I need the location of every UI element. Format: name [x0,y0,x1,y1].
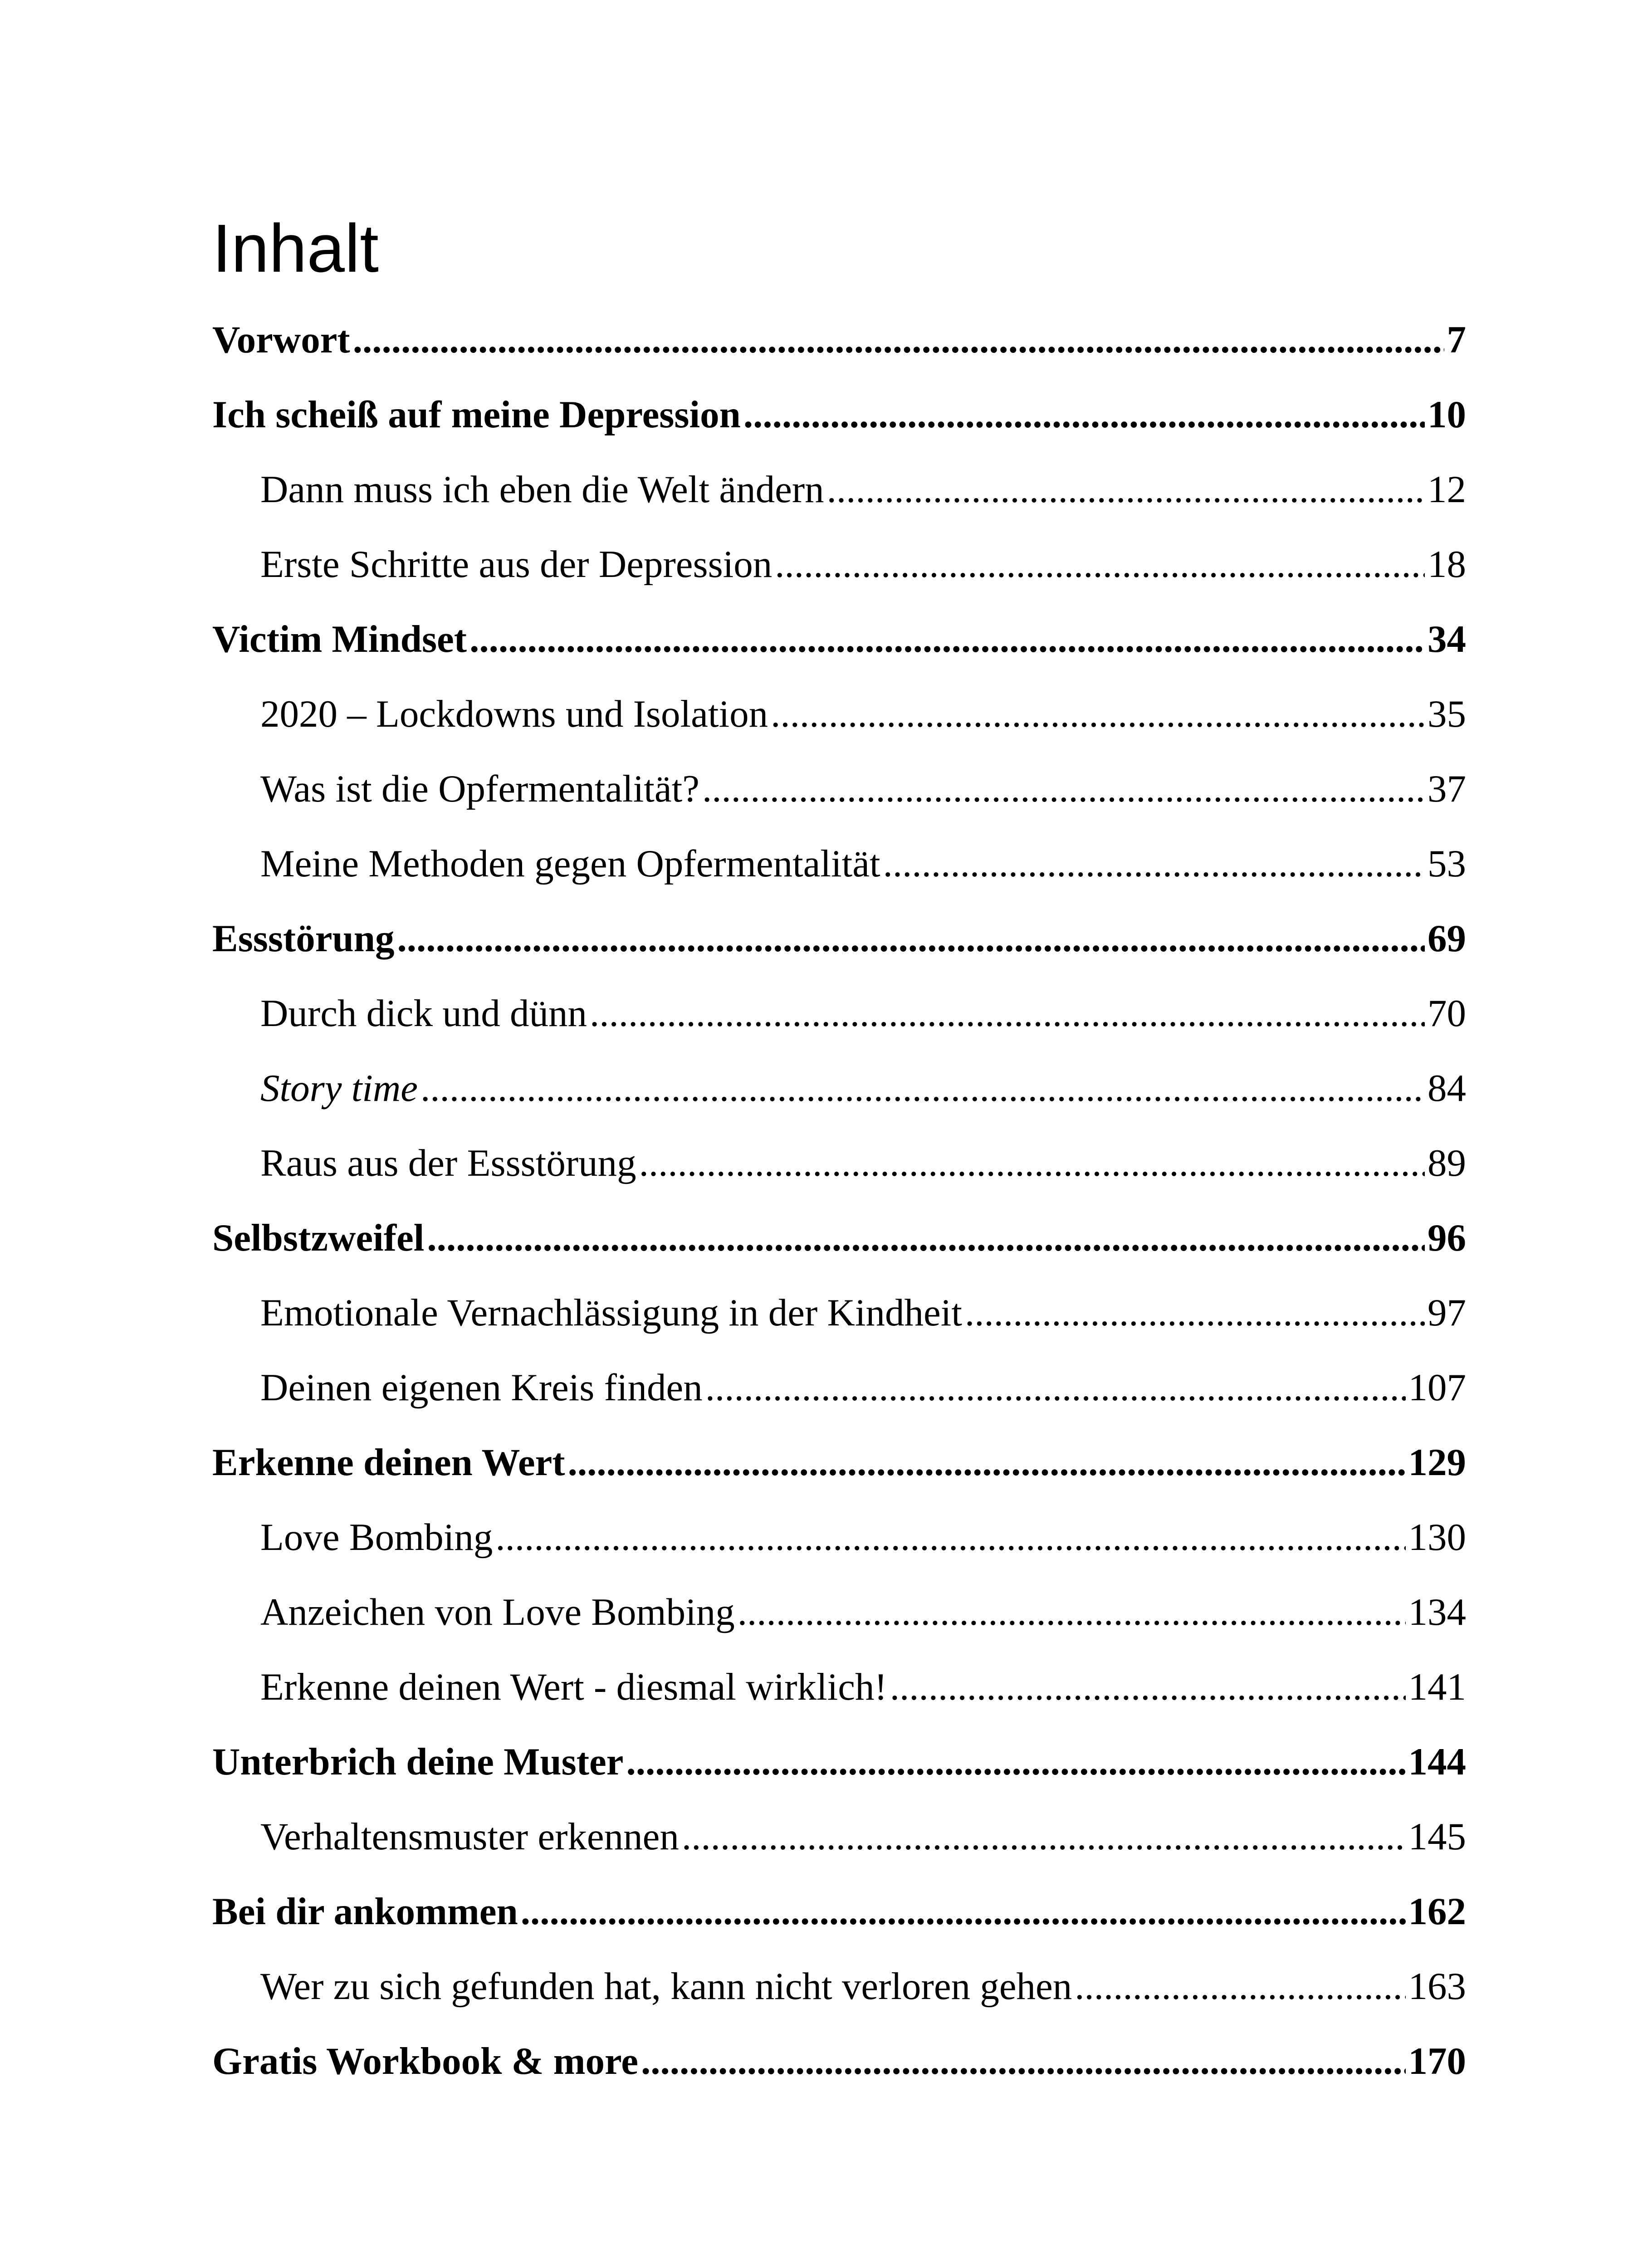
toc-dot-leader [397,916,1425,961]
table-of-contents [212,318,1466,2114]
toc-page-number: 35 [1428,693,1466,735]
toc-section-entry[interactable] [212,692,1466,767]
toc-chapter-entry[interactable] [212,2039,1466,2114]
toc-entry-title: Meine Methoden gegen Opfermentalität [260,842,880,885]
toc-dot-leader [427,1216,1425,1260]
toc-page-number: 170 [1408,2040,1466,2082]
toc-entry-title: Dann muss ich eben die Welt ändern [260,468,824,511]
toc-page-number: 89 [1428,1142,1466,1184]
toc-entry-title: 2020 – Lockdowns und Isolation [260,693,768,735]
toc-entry-title: Erste Schritte aus der Depression [260,543,772,586]
toc-dot-leader [1075,1964,1405,2009]
toc-page-number: 134 [1408,1591,1466,1633]
toc-chapter-entry[interactable] [212,916,1466,991]
toc-chapter-entry[interactable] [212,617,1466,692]
toc-section-entry[interactable] [212,467,1466,542]
toc-entry-title: Ich scheiß auf meine Depression [212,393,741,436]
toc-dot-leader [702,767,1425,811]
toc-dot-leader [568,1440,1406,1485]
toc-dot-leader [639,1141,1425,1185]
toc-chapter-entry[interactable] [212,1440,1466,1515]
toc-entry-title: Verhaltensmuster erkennen [260,1815,679,1858]
toc-page-number: 37 [1428,767,1466,810]
toc-chapter-entry[interactable] [212,318,1466,392]
toc-page-number: 145 [1408,1815,1466,1858]
toc-section-entry[interactable] [212,1290,1466,1365]
toc-dot-leader [495,1515,1405,1559]
toc-section-entry[interactable] [212,1665,1466,1740]
toc-page-number: 18 [1428,543,1466,586]
toc-section-entry[interactable] [212,1814,1466,1889]
toc-dot-leader [738,1590,1406,1634]
toc-dot-leader [641,2039,1406,2083]
toc-page-number: 84 [1428,1067,1466,1110]
toc-page-number: 7 [1447,318,1466,361]
toc-page-number: 163 [1408,1965,1466,2008]
toc-section-entry[interactable] [212,1141,1466,1216]
toc-page-number: 144 [1408,1740,1466,1783]
toc-dot-leader [420,1066,1425,1110]
toc-page-number: 10 [1428,393,1466,436]
toc-page-number: 34 [1428,618,1466,660]
toc-section-entry[interactable] [212,1515,1466,1590]
toc-dot-leader [626,1740,1406,1784]
toc-entry-title: Essstörung [212,917,395,960]
toc-page-number: 130 [1408,1516,1466,1559]
toc-section-entry[interactable] [212,1590,1466,1665]
toc-entry-title: Story time [260,1067,418,1110]
toc-entry-title: Raus aus der Essstörung [260,1142,636,1184]
toc-page-number: 107 [1408,1366,1466,1409]
toc-section-entry[interactable] [212,1066,1466,1141]
toc-dot-leader [827,467,1425,512]
toc-entry-title: Anzeichen von Love Bombing [260,1591,735,1633]
toc-entry-title: Unterbrich deine Muster [212,1740,624,1783]
toc-page-number: 69 [1428,917,1466,960]
toc-chapter-entry[interactable] [212,1216,1466,1290]
toc-entry-title: Victim Mindset [212,618,467,660]
toc-page-number: 162 [1408,1890,1466,1933]
toc-dot-leader [682,1814,1406,1859]
toc-dot-leader [590,991,1425,1036]
toc-dot-leader [965,1290,1425,1335]
toc-dot-leader [890,1665,1406,1709]
toc-page-number: 12 [1428,468,1466,511]
toc-entry-title: Vorwort [212,318,350,361]
toc-dot-leader [883,841,1425,886]
toc-entry-title: Emotionale Vernachlässigung in der Kindheit [260,1291,962,1334]
toc-page-number: 97 [1428,1291,1466,1334]
toc-section-entry[interactable] [212,767,1466,841]
toc-dot-leader [743,392,1425,437]
toc-section-entry[interactable] [212,1964,1466,2039]
toc-entry-title: Deinen eigenen Kreis finden [260,1366,703,1409]
toc-entry-title: Gratis Workbook & more [212,2040,638,2082]
toc-dot-leader [705,1365,1406,1410]
toc-entry-title: Wer zu sich gefunden hat, kann nicht verloren gehen [260,1965,1072,2008]
toc-entry-title: Bei dir ankommen [212,1890,518,1933]
toc-section-entry[interactable] [212,991,1466,1066]
toc-page-number: 96 [1428,1217,1466,1259]
toc-page-number: 70 [1428,992,1466,1035]
toc-heading: Inhalt [212,210,379,286]
toc-dot-leader [353,318,1444,362]
toc-section-entry[interactable] [212,1365,1466,1440]
toc-page-number: 53 [1428,842,1466,885]
toc-section-entry[interactable] [212,841,1466,916]
toc-chapter-entry[interactable] [212,1889,1466,1964]
toc-dot-leader [775,542,1425,587]
toc-dot-leader [521,1889,1406,1934]
toc-entry-title: Selbstzweifel [212,1217,425,1259]
toc-page-number: 129 [1408,1441,1466,1484]
toc-dot-leader [469,617,1425,661]
toc-dot-leader [771,692,1425,736]
toc-entry-title: Erkenne deinen Wert [212,1441,565,1484]
toc-entry-title: Durch dick und dünn [260,992,587,1035]
toc-entry-title: Love Bombing [260,1516,493,1559]
toc-section-entry[interactable] [212,542,1466,617]
toc-entry-title: Erkenne deinen Wert - diesmal wirklich! [260,1666,887,1708]
toc-chapter-entry[interactable] [212,1740,1466,1814]
toc-entry-title: Was ist die Opfermentalität? [260,767,699,810]
toc-page-number: 141 [1408,1666,1466,1708]
toc-chapter-entry[interactable] [212,392,1466,467]
